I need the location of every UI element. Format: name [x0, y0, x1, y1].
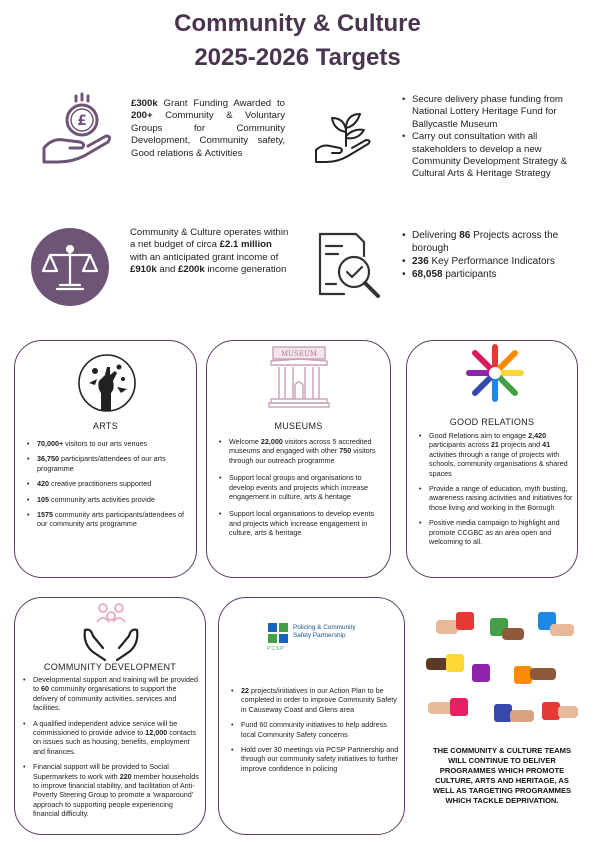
grant-funding-text	[131, 98, 285, 160]
good-relations-list	[417, 431, 573, 552]
arts-item	[25, 454, 189, 473]
arts-list	[25, 439, 189, 535]
community-development-card	[14, 597, 206, 835]
arts-item	[25, 510, 189, 529]
plant-hand-icon	[310, 100, 380, 170]
pcsp-list	[229, 686, 399, 779]
cd-text: Financial support will be provided to Social Supermarkets to work with	[33, 762, 169, 781]
page-title-line1: Community & Culture	[174, 10, 421, 37]
heritage-list	[400, 94, 575, 181]
income-generation: £200k	[178, 264, 205, 276]
pcsp-item	[229, 686, 399, 714]
museums-item	[217, 473, 383, 501]
projects-text-2: Projects across the borough	[412, 230, 559, 254]
heritage-item: • Secure delivery phase funding from National Lottery Heritage Fund for Ballycastle Museum	[400, 94, 575, 131]
museums-value: 22,000	[260, 437, 283, 446]
cd-text: Developmental support and training will be provided to	[33, 675, 199, 694]
museum-sign: MUSEUM	[280, 350, 318, 358]
community-development-item	[21, 762, 201, 818]
gr-value: 2,420	[528, 431, 547, 440]
scales-icon	[30, 227, 110, 307]
budget-text	[130, 227, 290, 277]
arts-text: creative practitioners supported	[49, 479, 152, 489]
pcsp-text: projects/initiatives in our Action Plan to be completed in order to improve Community Safety in Causeway Coast and Glens area	[241, 686, 397, 714]
community-development-list	[21, 675, 201, 825]
gr-text: activities through a range of projects with schools, community organisations & shared spaces	[429, 449, 568, 478]
participants-item	[400, 268, 570, 281]
arts-hand-icon	[77, 353, 137, 413]
cd-value: 220	[119, 771, 132, 781]
arts-item	[25, 479, 189, 488]
page-title-line2: 2025-2026 Targets	[194, 44, 401, 71]
projects-list	[400, 229, 570, 281]
grant-text-2: Community & Voluntary Groups for Community Development, Community safety, Good relations & Activities	[131, 110, 285, 159]
gr-value: 21	[490, 440, 499, 450]
gr-value: 41	[542, 440, 551, 450]
puzzle-hands-icon	[418, 606, 583, 736]
museums-title: MUSEUMS	[274, 421, 323, 431]
projects-count: 86	[459, 230, 471, 241]
arts-card	[14, 340, 197, 578]
kpi-count: 236	[412, 256, 429, 267]
museums-text: visitors through our outreach programme	[229, 446, 376, 465]
community-development-item	[21, 675, 201, 713]
grant-amount: £300k	[131, 98, 158, 109]
budget-text-2: with an anticipated grant income of	[130, 251, 279, 263]
svg-text:£: £	[77, 113, 87, 129]
arts-title: ARTS	[92, 421, 119, 431]
heritage-item: • Carry out consultation with all stakeholders to develop a new Community Development Strategy & Cultural Arts & Heritage Strategy	[400, 131, 575, 181]
cd-text: member households to improve financial stability, and facilitation of Anti-Poverty Steering Group to promote a 'wraparound' approach to supporting people experiencing financial difficulty.	[33, 771, 199, 819]
kpi-text: Key Performance Indicators	[428, 256, 555, 267]
pcsp-card	[218, 597, 405, 835]
pcsp-text: Hold over 30 meetings via PCSP Partnership and through our community safety initiatives to further improve confidence in policing	[241, 745, 399, 773]
gr-text: participants across	[429, 440, 491, 450]
cd-text: community organisations to support the delivery of community activities, services and facilities.	[33, 684, 177, 713]
arts-value: 1575	[37, 510, 53, 520]
pcsp-text: Fund 60 community initiatives to help address local Community Safety concerns	[241, 720, 387, 739]
good-relations-title: GOOD RELATIONS	[449, 417, 535, 427]
budget-text-1: Community & Culture operates within a net budget of circa	[130, 227, 289, 251]
gr-text: Good Relations aim to engage	[429, 431, 529, 440]
pcsp-logo-sub1: Policing & Community	[293, 624, 356, 631]
people-hands-icon	[79, 600, 143, 662]
arts-text: visitors to our arts venues	[63, 439, 148, 448]
good-relations-item	[417, 484, 573, 512]
gr-text: projects and	[498, 440, 543, 450]
grant-text-1: Grant Funding Awarded to	[157, 98, 285, 109]
museums-text: visitors across 5 accredited museums and engaged with other	[229, 437, 372, 456]
pcsp-value: 22	[241, 686, 249, 695]
kpi-item	[400, 255, 570, 268]
museums-list	[217, 437, 383, 544]
checklist-magnifier-icon	[312, 226, 387, 301]
good-relations-item	[417, 431, 573, 478]
projects-text-1: Delivering	[412, 230, 460, 241]
museums-item	[217, 509, 383, 537]
cd-value: 60	[41, 684, 49, 694]
museums-item	[217, 437, 383, 465]
museums-card	[206, 340, 391, 578]
groups-count: 200+	[131, 110, 153, 122]
gr-text: Positive media campaign to highlight and promote CCGBC as an area open and welcoming to all.	[429, 518, 560, 547]
museums-text: Welcome	[229, 437, 261, 446]
arts-value: 70,000+	[37, 439, 64, 448]
pcsp-logo-icon	[267, 622, 289, 644]
arts-text: community arts participants/attendees of our community arts programme	[37, 510, 185, 529]
pcsp-item	[229, 720, 399, 739]
cd-text: A qualified independent advice service will be commissioned to provide advice to	[33, 718, 178, 738]
projects-item	[400, 229, 570, 255]
cd-value: 12,000	[145, 728, 168, 738]
pcsp-logo	[267, 620, 367, 650]
good-relations-item	[417, 518, 573, 546]
budget-amount: £2.1 million	[219, 239, 272, 251]
arts-text: community arts activities provide	[49, 494, 155, 504]
arts-value: 420	[37, 479, 49, 489]
budget-text-4: income generation	[204, 264, 287, 276]
pcsp-logo-sub2: Safety Partnership	[293, 632, 346, 639]
hand-coin-icon	[38, 90, 118, 170]
community-development-title: COMMUNITY DEVELOPMENT	[43, 662, 177, 672]
pcsp-logo-text: PCSP	[267, 646, 285, 652]
arts-item	[25, 495, 189, 504]
participants-text: participants	[442, 269, 497, 280]
museums-text: Support local organisations to develop events and projects which increase engagement in culture, arts & heritage	[229, 509, 375, 538]
good-relations-card	[406, 340, 578, 578]
closing-statement: THE COMMUNITY & CULTURE TEAMS WILL CONTINUE TO DELIVER PROGRAMMES WHICH PROMOTE CULTURE, ARTS AND HERITAGE, AS WELL AS TARGETING PROGRAMMES WHICH TACKLE DEPRIVATION.	[432, 746, 572, 805]
arts-item	[25, 439, 189, 448]
budget-text-3: and	[156, 264, 179, 276]
hands-circle-icon	[463, 341, 527, 405]
participants-count: 68,058	[412, 269, 443, 280]
museum-building-icon	[267, 345, 331, 409]
community-development-item	[21, 719, 201, 757]
arts-value: 105	[37, 494, 49, 504]
pcsp-item	[229, 745, 399, 773]
museums-value: 750	[339, 446, 352, 456]
gr-text: Provide a range of education, myth busting, awareness raising activities and initiatives for those living and working in the Borough	[429, 484, 573, 512]
arts-value: 36,750	[37, 454, 59, 464]
cd-text: contacts on issues such as housing, benefits, employment and finances.	[33, 728, 197, 756]
museums-text: Support local groups and organisations to develop events and projects which increase engagement in culture, arts & heritage	[229, 473, 369, 502]
grant-income: £910k	[130, 264, 157, 276]
arts-text: participants/attendees of our arts programme	[37, 454, 166, 473]
